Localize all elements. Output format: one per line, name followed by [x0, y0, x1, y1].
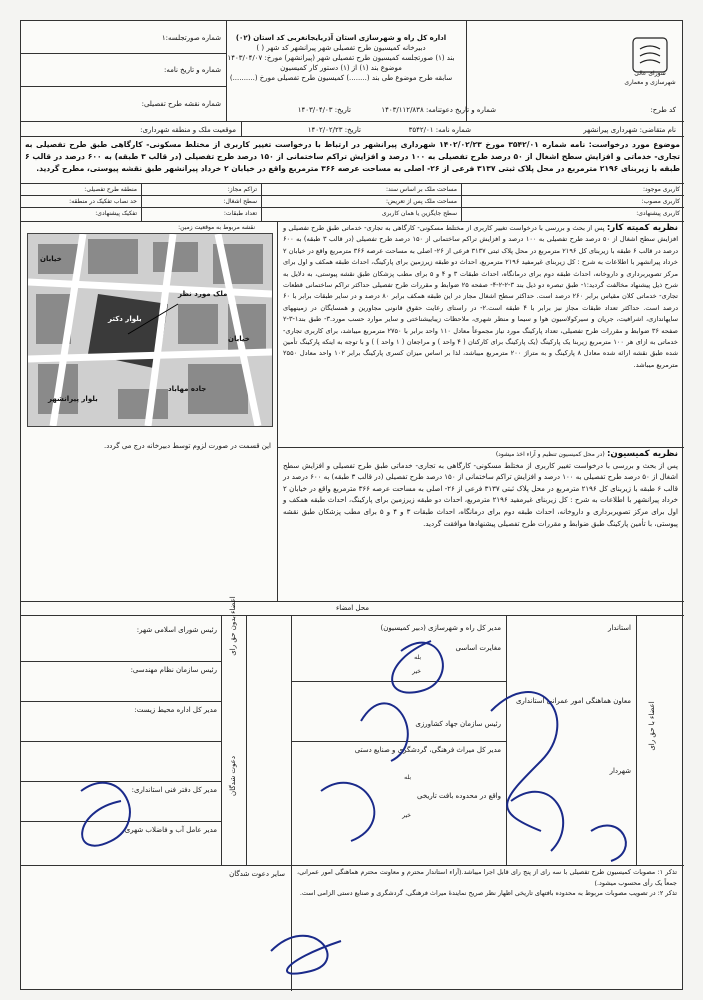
mayor-label: شهردار [609, 767, 631, 775]
signature-header: محل امضاء [336, 604, 369, 612]
map-number-label: شماره نقشه طرح تفصیلی: [141, 100, 221, 108]
map-label-5: جاده مهاباد [168, 385, 207, 393]
city-council-label: رئیس شورای اسلامی شهر: [136, 626, 217, 634]
heritage-no: خیر [402, 812, 411, 819]
agriculture-label: رئیس سازمان جهاد کشاورزی [415, 720, 501, 728]
map-caption: نقشه مربوط به موقعیت زمین: [178, 224, 255, 231]
secretariat-note: این قسمت در صورت لزوم توسط دبیرخانه درج می گردد. [103, 442, 271, 450]
environment-label: مدیر کل اداره محیط زیست: [134, 706, 217, 714]
location-map [27, 233, 273, 427]
commission-text: پس از بحث و بررسی با درخواست تغییر کاربری از مختلط مسکونی- کارگاهی به تجاری- خدماتی طبق طرح تفصیلی و افزایش سطح اشغال از ۵۰ درصد طرح تفصیلی به ۱۰۰ درصد و افزایش تراکم ساختمانی از ۱۵۰ درصد طرح تفصیلی (در قالب ۳ طبقه) به ۶۰۰ درصد در قالب ۶ طبقه با زیربنای کل ۲۱۹۶ مترمربع در محل پلاک ثبتی ۳۱۳۷ فرعی از ۲۶- اصلی به مساحت عرصه ۳۶۶ مترمربع واقع در خیابان ۲ خرداد پیرانشهر با اطلاعات به شرح : کل زیربنای غیرمفید ۲۱۹۶ مترمربع، احداث دو طبقه زیرزمین برای پارکینگ، احداث طبقه همکف و اول برای مرکز تصویربرداری و داروخانه، احداث طبقه دوم برای درمانگاه، احداث طبقات ۳ و ۴ و ۵ برای مطب پزشکان طبق نقشه پیوستی، با تأمین پارکینگ طبق ضوابط و مقررات طرح تفصیلی پیشنهادها موافقت گردید. [283, 461, 678, 528]
deputy-governor-label: معاون هماهنگی امور عمرانی استانداری [515, 697, 631, 705]
request-section [25, 139, 680, 175]
cell-existing-use: کاربری موجود: [643, 186, 680, 193]
property-location-label: موقعیت ملک و منطقه شهرداری: [140, 126, 236, 134]
letter-date: تاریخ: ۱۴۰۲/۰۲/۲۳ [307, 126, 361, 134]
cell-proposed-subdivision: تفکیک پیشنهادی: [95, 210, 137, 217]
cell-approved-use: کاربری مصوب: [641, 198, 680, 205]
header-line-5: سابقه طرح موضوع طی بند (........) کمیسیون طرح تفصیلی مورخ (..........) [229, 74, 453, 82]
cell-proposed-use: کاربری پیشنهادی: [636, 210, 680, 217]
header-center [221, 33, 461, 83]
cell-area-after: مساحت ملک پس از تعریض: [386, 198, 457, 205]
map-label-4: ملک مورد نظر [178, 290, 228, 298]
letter-date-label: شماره و تاریخ نامه: [163, 66, 221, 74]
header-line-3: بند (۱) صورتجلسه کمیسیون طرح تفصیلی شهر (پیرانشهر) مورخ: ۱۴۰۳/۰۴/۰۷ [227, 54, 455, 62]
conflict-no: خیر [412, 668, 421, 675]
project-code-label: کد طرح: [650, 106, 676, 114]
map-label-3: بلوار دکتر [108, 315, 142, 323]
header-line-2: دبیرخانه کمیسیون طرح تفصیلی شهر پیرانشهر کد شهر ( ) [256, 44, 426, 52]
map-label-1: بلوار پیرانشهر [48, 395, 98, 403]
heritage-label: مدیر کل میراث فرهنگی، گردشگری و صنایع دستی [354, 746, 501, 754]
commission-title: نظریه کمیسیون: [606, 449, 678, 459]
letter-number: شماره نامه: ۳۵۴۲/۰۱ [408, 126, 471, 134]
conflict-label: مغایرت اساسی [455, 644, 501, 652]
conflict-yes: بله [414, 654, 421, 661]
historic-context-label: واقع در محدوده بافت تاریخی [417, 792, 501, 800]
footnote-1: تذکر ۱: مصوبات کمیسیون طرح تفصیلی با سه رای از پنج رای قابل اجرا میباشد.(آراء استاندار محترم و معاونت محترم هماهنگی امور عمرانی، جمعاً یک رأی محسوب میشود.) [297, 868, 678, 887]
cell-alt-area: سطح جایگزین یا همان کاربری [381, 210, 457, 217]
water-company-label: مدیر عامل آب و فاضلاب شهری [124, 826, 217, 834]
committee-title: نظریه کمیته کار: [606, 223, 678, 233]
nonvoting-members-label: اعضاء بدون حق رای [229, 596, 237, 656]
voting-members-label: اعضاء با حق رای [648, 701, 656, 751]
footnotes [297, 867, 677, 899]
roads-director-label: مدیر کل راه و شهرسازی (دبیر کمیسیون) [380, 624, 501, 632]
session-number-label: شماره صورتجلسه:۱ [161, 34, 221, 42]
footnote-2: تذکر ۲: در تصویب مصوبات مربوط به محدوده بافتهای تاریخی اظهار نظر صریح نمایندۀ میراث فرهنگی، گردشگری و صنایع دستی الزامی است. [299, 889, 677, 897]
engineering-org-label: رئیس سازمان نظام مهندسی: [130, 666, 217, 674]
commission-subtitle: (در محل کمیسیون تنظیم و آراء اخذ میشود) [495, 451, 605, 458]
map-label-6: خیابان [228, 335, 250, 343]
cell-min-subdivision: حد نصاب تفکیک در منطقه: [69, 198, 137, 205]
header-line-4: موضوع بند (۱) از (۱) دستور کار کمیسیون [280, 64, 402, 72]
committee-section [283, 223, 678, 371]
commission-section [283, 449, 678, 530]
heritage-yes: بله [404, 774, 411, 781]
technical-office-label: مدیر کل دفتر فنی استانداری: [131, 786, 217, 794]
document-page [20, 20, 683, 990]
cell-zone: منطقه طرح تفصیلی: [84, 186, 137, 193]
request-text: نامه شماره ۳۵۴۲/۰۱ مورخ ۱۴۰۲/۰۲/۲۳ شهرداری پیرانشهر در ارتباط با درخواست تغییر کاربری از مختلط مسکونی- کارگاهی طبق طرح تفصیلی به تجاری- خدماتی و افزایش سطح اشغال از ۵۰ درصد طرح تفصیلی به ۱۰۰ درصد و افزایش تراکم ساختمانی از ۱۵۰ درصد طرح تفصیلی (در قالب ۳ طبقه) به ۶۰۰ درصد در قالب ۶ طبقه با زیربنای ۲۱۹۶ مترمربع در محل پلاک ثبتی ۳۱۳۷ فرعی از ۲۶- اصلی به مساحت عرصه ۳۶۶ مترمربع واقع در خیابان ۲ خرداد پیرانشهر طبق نقشه پیوستی، مطرح گردید. [25, 140, 680, 173]
cell-occupancy: سطح اشغال: [223, 198, 257, 205]
other-invitees-label: سایر دعوت شدگان [229, 870, 285, 878]
emblem-text: شورای عالی شهرسازی و معماری [624, 70, 676, 86]
cell-floors: تعداد طبقات: [223, 210, 257, 217]
governor-label: استاندار [607, 624, 631, 632]
header-line-1: اداره کل راه و شهرسازی استان آذربایجانغربی کد استان (۰۲) [235, 34, 447, 42]
invitees-label: دعوت شدگان [229, 756, 237, 796]
invitation-number: شماره و تاریخ دعوتنامه: ۱۴۰۳/۱۱۲/۸۳۸ [381, 106, 496, 114]
request-title: موضوع مورد درخواست: [588, 140, 680, 149]
info-table [21, 183, 684, 221]
map-label-2: خیابان [40, 255, 62, 263]
invitation-date: تاریخ: ۱۴۰۳/۰۴/۰۳ [297, 106, 351, 114]
applicant-label: نام متقاضی: شهرداری پیرانشهر [583, 126, 676, 134]
committee-text: پس از بحث و بررسی با درخواست تغییر کاربری از مختلط مسکونی- کارگاهی به تجاری- خدماتی طبق طرح تفصیلی و افزایش سطح اشغال از ۵۰ درصد طرح تفصیلی به ۱۰۰ درصد و افزایش تراکم ساختمانی از ۱۵۰ درصد طرح تفصیلی (در قالب ۳ طبقه) به ۶۰۰ درصد در قالب ۶ طبقه با زیربنای کل ۲۱۹۶ مترمربع در محل پلاک ثبتی ۳۱۳۷ فرعی از ۲۶- اصلی به مساحت عرصه ۳۶۶ مترمربع واقع در خیابان ۲ خرداد پیرانشهر با اطلاعات به شرح : کل زیربنای غیرمفید ۲۱۹۶ مترمربع، احداث دو طبقه زیرزمین برای پارکینگ، احداث طبقه همکف و اول برای مرکز تصویربرداری و داروخانه، احداث طبقه دوم برای درمانگاه، احداث طبقات ۳ و ۴ و ۵ برای مطب پزشکان طبق نقشه پیوستی، به دلایل به شرح ذیل پیشنهاد مخالفت گردید:۱- طبق تبصره دو ذیل بند ۳-۲-۲-۴- صفحه ۲۵ ضوابط و مقررات طرح تفصیلی حداکثر تراکم ساختمانی قطعات تجاری- خدماتی کلان مقیاس برابر ۲۶۰ درصد است. حداکثر سطح اشغال مجاز در این طبقه همکف برابر ۸۰ درصد و در سایر طبقات برابر با ۶۰ درصد است. حداکثر تعداد طبقات مجاز نیز برابر با ۴ طبقه است.۲- در راستای رعایت حقوق قانونی مجاورین و همسایگان در زمینههای سایهاندازی، اشرافیت، جریان و سیرکولاسیون هوا و سیما و منظر شهری، ملاحظات زیباییشناختی و سایر موارد حسب مورد.۳- طبق بند۱-۳-۲ صفحه ۳۶ ضوابط و مقررات طرح تفصیلی، تعداد پارکینگ مورد نیاز مجموعاً معادل ۱۱۰ واحد برابر با ۲۷۵۰ مترمربع میباشد، برای کاربری تجاری- خدماتی به ازای هر ۱۰۰ مترمربع زیربنا یک پارکینگ (یک پارکینگ برای کارکنان ( ۴ واحد ) و مراجعان ( ۱ واحد ) ) و با توجه به اینکه پارکینگ تأمین شده طبق نقشه ارائه شده معادل ۸ پارکینگ و به متراژ ۲۰۰ مترمربع میباشد، لذا بر اساس میزان کسری پارکینگ برابر ۱۰۲ واحد معادل ۲۵۵۰ مترمربع میباشد. [283, 224, 679, 369]
cell-area-deed: مساحت ملک بر اساس سند: [385, 186, 457, 193]
cell-allowed-density: تراکم مجاز: [227, 186, 257, 193]
